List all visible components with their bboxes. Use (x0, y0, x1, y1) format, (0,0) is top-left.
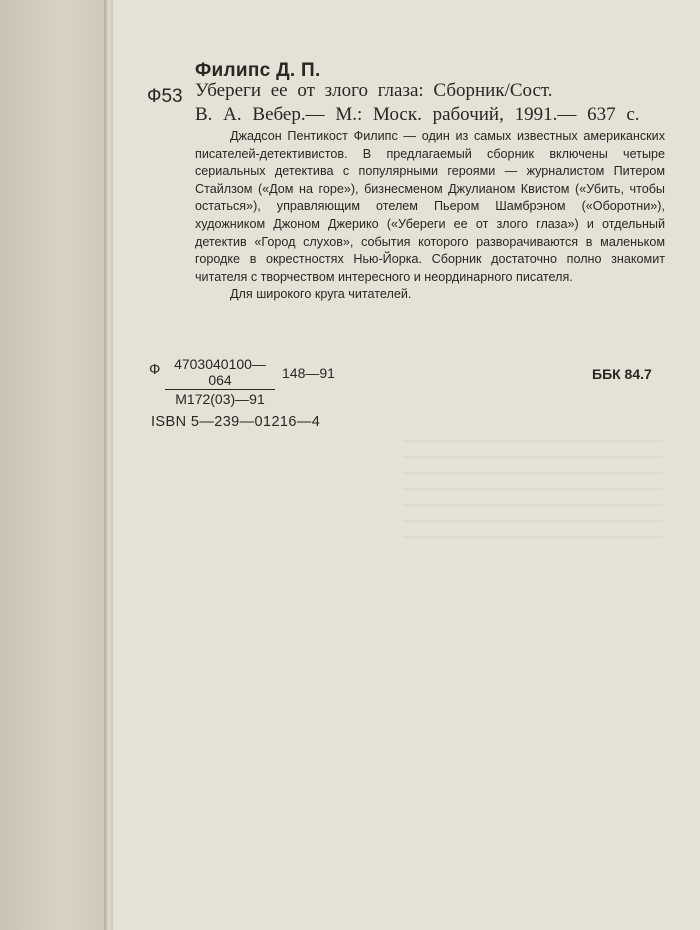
title-line-1: Убереги ее от злого глаза: Сборник/Сост. (195, 80, 553, 101)
bbk-classification: ББК 84.7 (592, 366, 652, 382)
annotation-paragraph: Джадсон Пентикост Филипс — один из самых известных американских писателей-детективистов. В предлагаемый сборник включены четыре сериальных детектива с популярными героями — журналистом Питером Стайлзом («Дом на горе»), бизнесменом Джулианом Квистом («Убить, чтобы остаться»), управляющим отелем Пьером Шамбрэном («Оборотни»), художником Джоном Джерико («Убереги ее от злого глаза») и отдельный детектив «Город слухов», события которого разворачиваются в маленьком городке в окрестностях Нью-Йорка. Сборник достаточно полно знакомит читателя с творчеством интересного и неординарного писателя. (195, 129, 665, 284)
isbn: ISBN 5—239—01216—4 (151, 414, 321, 430)
code-numerator: 4703040100—064 (165, 356, 275, 390)
facing-page-edge (0, 0, 112, 930)
code-fraction (165, 356, 275, 407)
annotation (195, 128, 665, 304)
code-suffix: 148—91 (282, 365, 335, 381)
show-through-text (403, 440, 663, 540)
call-number: Ф53 (147, 86, 183, 107)
code-letter: Ф (149, 361, 161, 378)
audience-note: Для широкого круга читателей. (230, 287, 412, 302)
author-name: Филипс Д. П. (195, 60, 321, 81)
code-denominator: М172(03)—91 (175, 391, 265, 407)
title-line-2: В. А. Вебер.— М.: Моск. рабочий, 1991.— 637 с. (195, 104, 640, 125)
